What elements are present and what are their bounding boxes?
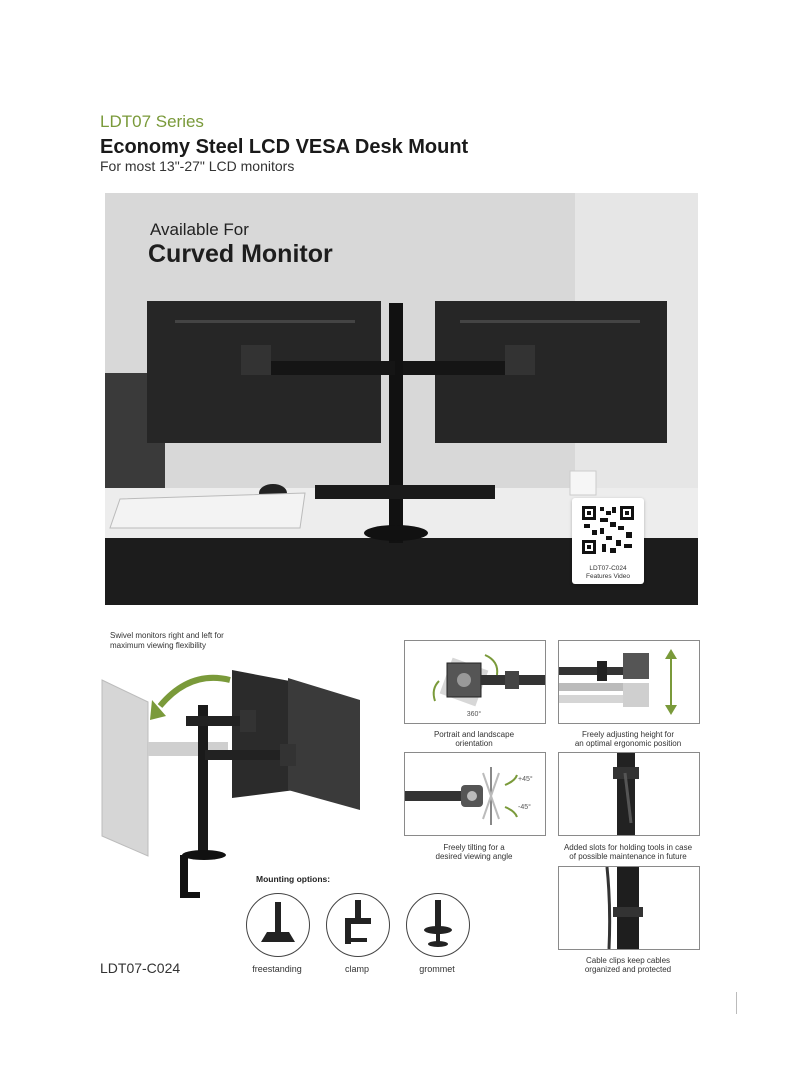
tilt-caption-line2: desired viewing angle (435, 852, 513, 861)
rotation-degrees: 360° (466, 711, 482, 718)
swivel-caption (110, 631, 224, 651)
height-panel (558, 640, 700, 724)
qr-caption-video: Features Video (586, 573, 630, 580)
height-caption-line1: Freely adjusting height for (581, 730, 675, 739)
page-subtitle: For most 13"-27" LCD monitors (100, 158, 295, 174)
cable-clips-caption-line1: Cable clips keep cables (585, 956, 671, 965)
clamp-option (326, 893, 390, 957)
mount-label-clamp: clamp (344, 964, 369, 974)
swivel-mount-drawing (100, 660, 390, 920)
mounting-options-title: Mounting options: (256, 874, 331, 884)
slots-caption-line2: of possible maintenance in future (569, 852, 687, 861)
cable-clips-caption-line2: organized and protected (584, 965, 672, 974)
hero-curved-monitor: Curved Monitor (148, 240, 333, 268)
cable-clip-drawing (559, 867, 699, 949)
clamp-icon (327, 894, 389, 956)
portrait-caption-line1: Portrait and landscape (433, 730, 515, 739)
swivel-caption-line2: maximum viewing flexibility (110, 641, 207, 650)
tilt-drawing (405, 753, 545, 835)
hero-available-for: Available For (150, 220, 249, 239)
qr-caption-model: LDT07-C024 (589, 565, 627, 572)
height-adjust-drawing (559, 641, 699, 723)
qr-caption (572, 565, 644, 581)
mount-label-freestanding: freestanding (252, 964, 302, 974)
slots-caption (552, 843, 704, 861)
slots-caption-line1: Added slots for holding tools in case (563, 843, 693, 852)
portrait-caption-line2: orientation (455, 739, 493, 748)
mount-label-grommet: grommet (419, 964, 455, 974)
tilt-panel (404, 752, 546, 836)
swivel-illustration (100, 660, 390, 920)
cable-clips-caption (558, 956, 698, 974)
tilt-caption (404, 843, 544, 861)
cable-clips-panel (558, 866, 700, 950)
freestanding-option (246, 893, 310, 957)
divider (736, 992, 737, 1014)
portrait-caption (404, 730, 544, 748)
page-title: Economy Steel LCD VESA Desk Mount (100, 136, 469, 158)
freestanding-base-icon (247, 894, 309, 956)
model-number: LDT07-C024 (100, 960, 181, 976)
height-caption-line2: an optimal ergonomic position (574, 739, 682, 748)
height-caption (558, 730, 698, 748)
grommet-icon (407, 894, 469, 956)
series-label: LDT07 Series (100, 112, 204, 131)
tilt-caption-line1: Freely tilting for a (443, 843, 505, 852)
slots-panel (558, 752, 700, 836)
tilt-minus-label: -45° (518, 804, 531, 811)
tilt-plus-label: +45° (518, 776, 533, 783)
qr-code-icon (572, 498, 644, 560)
grommet-option (406, 893, 470, 957)
swivel-caption-line1: Swivel monitors right and left for (110, 631, 224, 640)
tool-slot-drawing (559, 753, 699, 835)
